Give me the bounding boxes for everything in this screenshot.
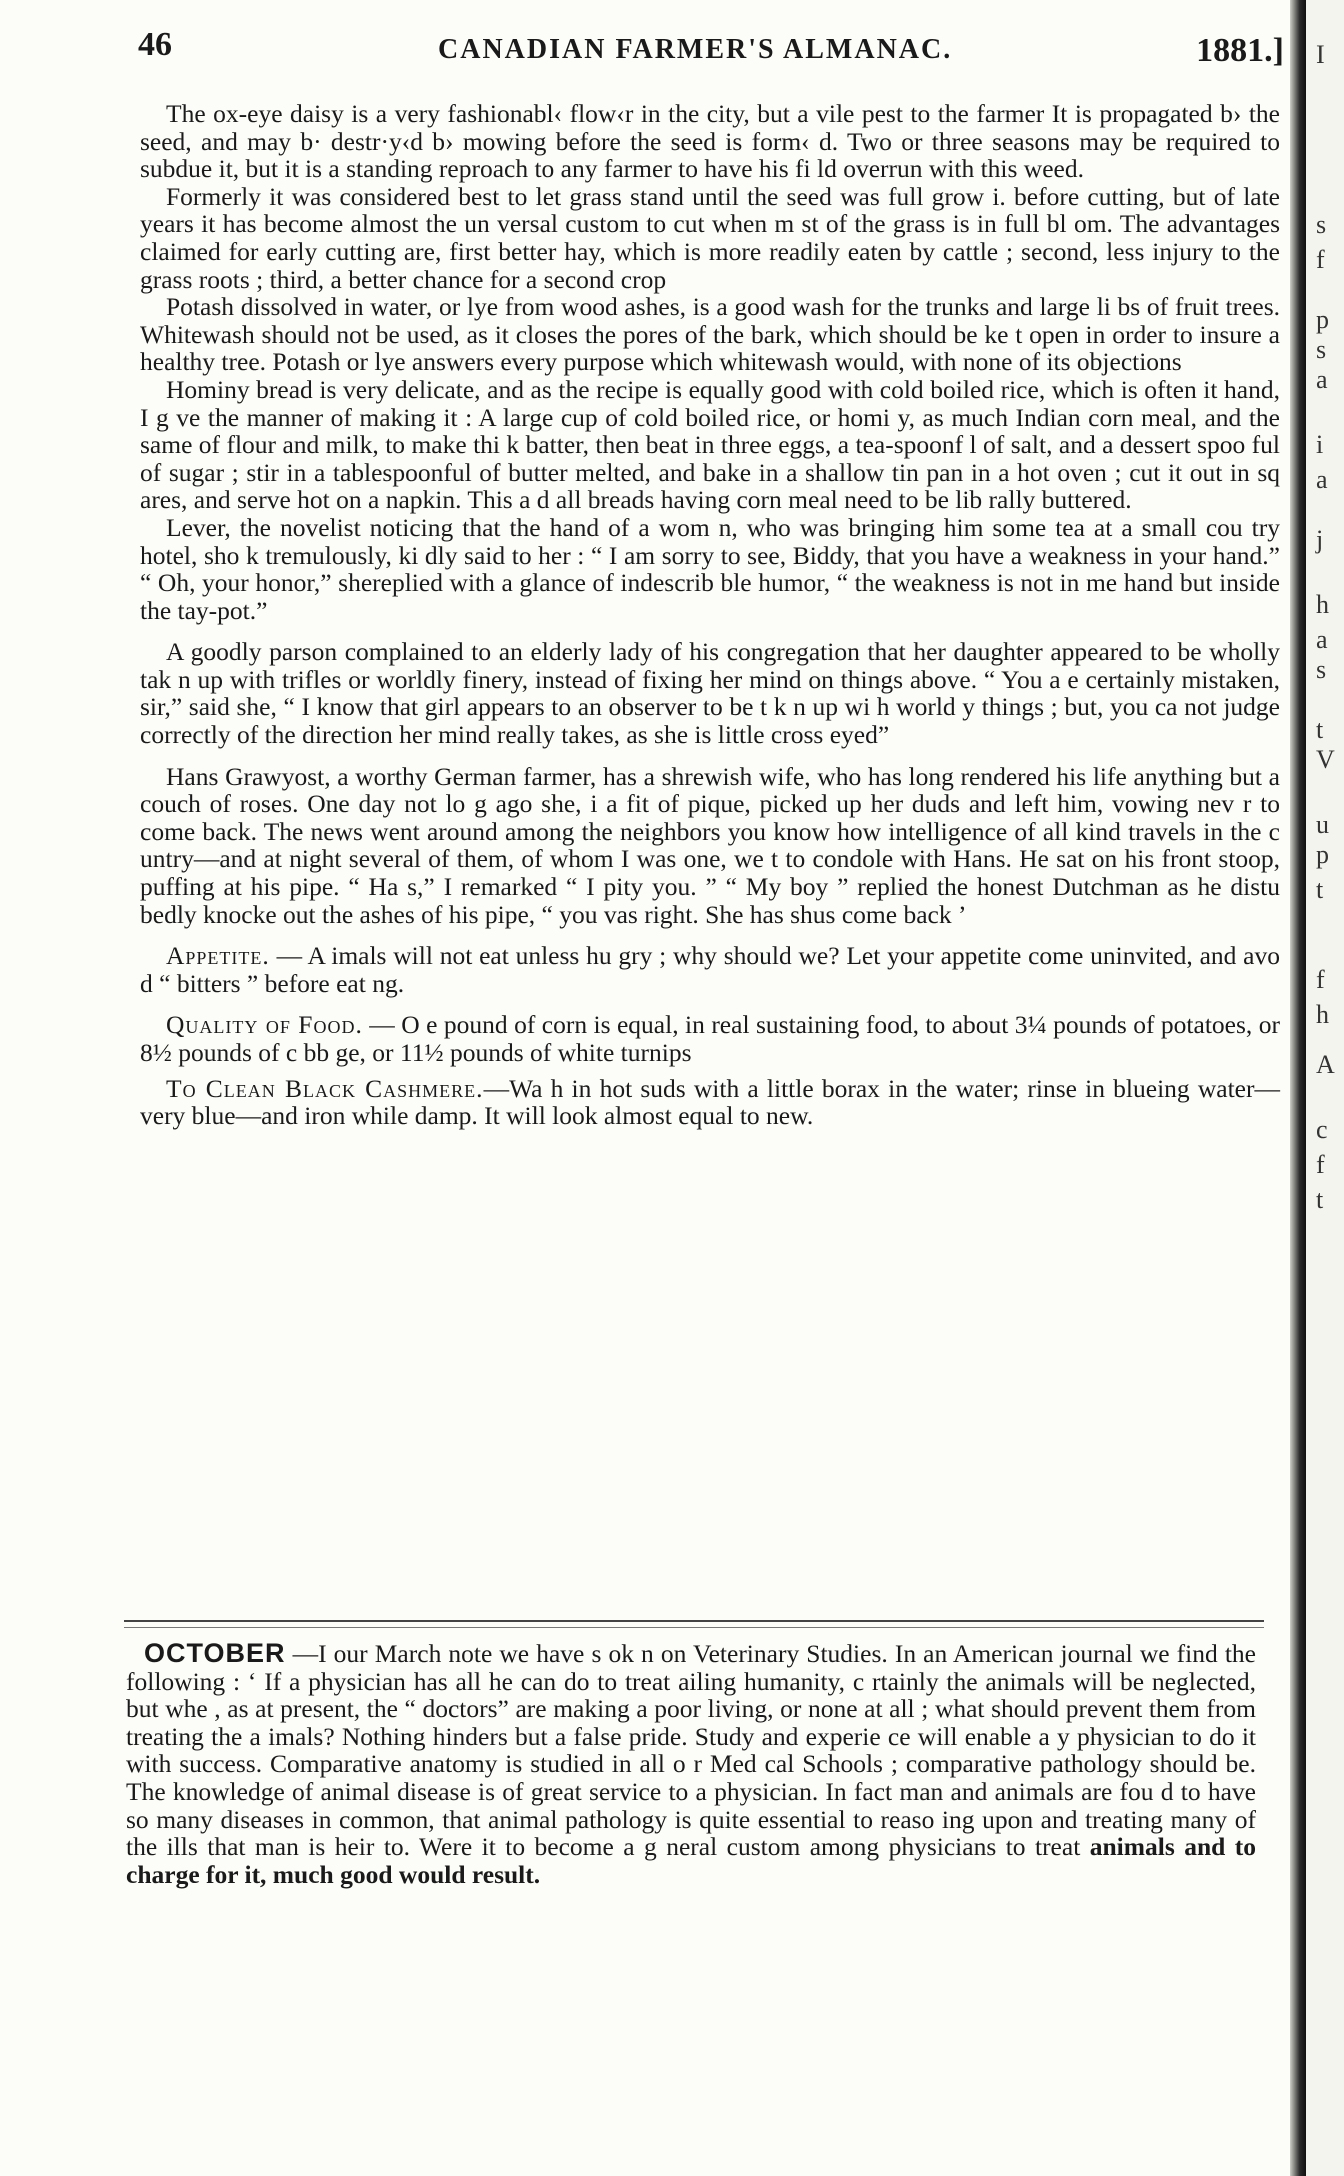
year-label: 1881.] <box>1196 32 1284 69</box>
october-bold-conclusion: animals and to charge for it, much good would result. <box>126 1832 1257 1889</box>
margin-letter: p <box>1316 305 1329 334</box>
margin-letter: f <box>1316 1150 1325 1179</box>
margin-letter: c <box>1316 1115 1328 1144</box>
facing-page-margin <box>1306 0 1344 2176</box>
margin-letter: t <box>1316 715 1324 744</box>
margin-letter: h <box>1316 1000 1329 1029</box>
appetite-label: Appetite. <box>166 941 270 971</box>
paragraph-quality-of-food <box>140 1011 1280 1066</box>
margin-letter: a <box>1316 365 1328 394</box>
margin-letter: j <box>1316 525 1324 554</box>
margin-letter: A <box>1316 1050 1335 1079</box>
margin-letter: s <box>1316 655 1327 684</box>
page-number: 46 <box>138 26 172 63</box>
paragraph-parson-anecdote: A goodly parson complained to an elderly lady of his congregation that her daughter appeared to be wholly tak n up with trifles or worldly finery, instead of fixing her mind on things above. “ You a e certainly mistaken, sir,” said she, “ I know that girl appears to an observer to be t k n up wi h world y things ; but, you ca not judge correctly of the direction her mind really takes, as she is little cross eyed” <box>140 637 1280 750</box>
paragraph-potash: Potash dissolved in water, or lye from wood ashes, is a good wash for the trunks and large li bs of fruit trees. Whitewash should not be used, as it closes the pores of the bark, which should be ke t open in order to insure a healthy tree. Potash or lye answers every purpose which whitewash would, with none of its objections <box>140 292 1280 377</box>
section-divider-thin <box>124 1627 1264 1628</box>
margin-letter: s <box>1316 210 1327 239</box>
running-title: CANADIAN FARMER'S ALMANAC. <box>438 34 953 65</box>
margin-letter: t <box>1316 1185 1324 1214</box>
quality-of-food-label: Quality of Food. <box>166 1010 363 1040</box>
page-header <box>138 20 1288 80</box>
paragraph-lever-anecdote: Lever, the novelist noticing that the hand of a wom n, who was bringing him some tea at a small cou try hotel, sho k tremulously, ki dly said to her : “ I am sorry to see, Biddy, that you have a weakness in your hand.” “ Oh, your honor,” shereplied with a glance of indescrib ble humor, “ the weakness is not in me hand but inside the tay-pot.” <box>140 512 1280 625</box>
margin-letter: I <box>1316 40 1325 69</box>
section-divider <box>124 1620 1264 1622</box>
margin-letter: f <box>1316 965 1325 994</box>
margin-letter: a <box>1316 465 1328 494</box>
margin-letter: p <box>1316 840 1329 869</box>
paragraph-ox-eye-daisy: The ox-eye daisy is a very fashionabl‹ flow‹r in the city, but a vile pest to the farmer It is propagated b› the seed, and may b· destr·y‹d b› mowing before the seed is form‹ d. Two or three seasons may be required to subdue it, but it is a standing reproach to any farmer to have his fi ld overrun with this weed. <box>140 99 1280 184</box>
paragraph-clean-cashmere <box>140 1075 1280 1130</box>
paragraph-hans-anecdote: Hans Grawyost, a worthy German farmer, has a shrewish wife, who has long rendered his life anything but a couch of roses. One day not lo g ago she, i a fit of pique, picked up her duds and left him, vowing nev r to come back. The news went around among the neighbors you know how intelligence of all kind travels in the c untry—and at night several of them, of whom I was one, we t to condole with Hans. He sat on his front stoop, puffing at his pipe. “ Ha s,” I remarked “ I pity you. ” “ My boy ” replied the honest Dutchman as he distu bedly knocke out the ashes of his pipe, “ you vas right. She has shus come back ’ <box>140 761 1280 929</box>
article-body <box>140 100 1280 1130</box>
paragraph-appetite <box>140 942 1280 997</box>
book-spine <box>1290 0 1306 2176</box>
margin-letter: i <box>1316 430 1324 459</box>
paragraph-hominy-bread: Hominy bread is very delicate, and as the recipe is equally good with cold boiled rice, which is often it hand, I g ve the manner of making it : A large cup of cold boiled rice, or homi y, as much Indian corn meal, and the same of flour and milk, to make thi k batter, then beat in three eggs, a tea-spoonf l of salt, and a dessert spoo ful of sugar ; stir in a tablespoonful of butter melted, and bake in a shallow tin pan in a hot oven ; cut it out in sq ares, and serve hot on a napkin. This a d all breads having corn meal need to be lib rally buttered. <box>140 374 1280 515</box>
margin-letter: h <box>1316 590 1329 619</box>
quality-of-food-text: — O e pound of corn is equal, in real sustaining food, to about 3¼ pounds of potatoes, or 8½ pounds of c bb ge, or 11½ pounds of white turnips <box>140 1010 1280 1067</box>
margin-letter: f <box>1316 245 1325 274</box>
margin-letter: V <box>1316 745 1335 774</box>
margin-letter: u <box>1316 810 1329 839</box>
october-section <box>126 1640 1256 1888</box>
clean-cashmere-text: —Wa h in hot suds with a little borax in the water; rinse in blueing water—very blue—and iron while damp. It will look almost equal to new. <box>140 1073 1280 1131</box>
appetite-text: — A imals will not eat unless hu gry ; why should we? Let your appetite come uninvited, and avo d “ bitters ” before eat ng. <box>140 941 1280 998</box>
october-text: —I our March note we have s ok n on Veterinary Studies. In an American journal we find the following : ‘ If a physician has all he can do to treat ailing humanity, c rtainly the animals will be neglected, but whe , as at present, the “ doctors” are making a poor living, or none at all ; what should prevent them from treating the a imals? Nothing hinders but a false pride. Study and experie ce will enable a y physician to do it with success. Comparative anatomy is studied in all o r Med cal Schools ; comparative pathology should be. The knowledge of animal disease is of great service to a physician. In fact man and animals are fou d to have so many diseases in common, that animal pathology is quite essential to reaso ing upon and treating many of the ills that man is heir to. Were it to become a g neral custom among physicians to treat <box>126 1639 1256 1862</box>
october-paragraph <box>126 1640 1256 1888</box>
margin-letter: s <box>1316 335 1327 364</box>
october-heading: OCTOBER <box>144 1638 286 1668</box>
paragraph-grass-cutting: Formerly it was considered best to let grass stand until the seed was full grow i. before cutting, but of late years it has become almost the un versal custom to cut when m st of the grass is in full bl om. The advantages claimed for early cutting are, first better hay, which is more readily eaten by cattle ; second, less injury to the grass roots ; third, a better chance for a second crop <box>140 181 1280 294</box>
margin-letter: t <box>1316 875 1324 904</box>
margin-letter: a <box>1316 625 1328 654</box>
clean-cashmere-label: To Clean Black Cashmere. <box>166 1073 484 1103</box>
